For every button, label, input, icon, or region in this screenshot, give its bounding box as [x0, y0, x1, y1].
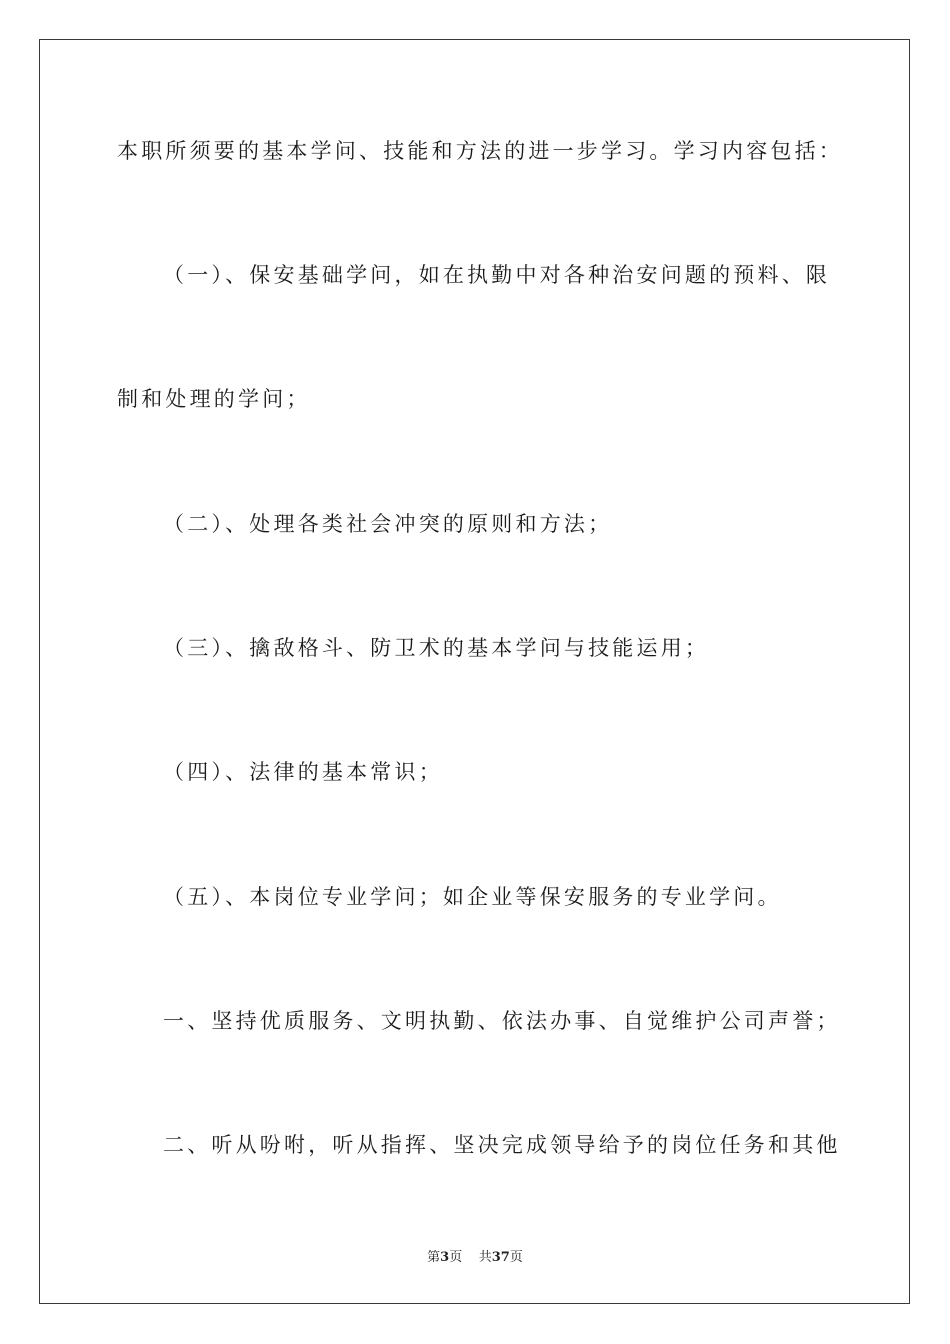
footer-page-prefix: 第 [427, 1250, 441, 1265]
footer-total-pages: 37 [491, 1250, 510, 1265]
body-line-8: 一、坚持优质服务、文明执勤、依法办事、自觉维护公司声誉； [163, 1009, 841, 1033]
footer-page-number: 3 [440, 1250, 450, 1265]
body-line-2: （一）、保安基础学问，如在执勤中对各种治安问题的预料、限 [163, 263, 831, 287]
body-line-7: （五）、本岗位专业学问；如企业等保安服务的专业学问。 [163, 885, 782, 909]
footer-total-prefix: 共 [478, 1250, 492, 1265]
footer-page-suffix: 页 [449, 1250, 463, 1265]
page-frame [39, 39, 910, 1304]
body-line-9: 二、听从吩咐，听从指挥、坚决完成领导给予的岗位任务和其他 [163, 1133, 841, 1157]
body-line-3: 制和处理的学问； [117, 387, 311, 411]
body-line-5: （三）、擒敌格斗、防卫术的基本学问与技能运用； [163, 636, 710, 660]
footer-total-suffix: 页 [509, 1250, 523, 1265]
body-line-6: （四）、法律的基本常识； [163, 760, 443, 784]
body-line-4: （二）、处理各类社会冲突的原则和方法； [163, 512, 613, 536]
body-line-1: 本职所须要的基本学问、技能和方法的进一步学习。学习内容包括： [117, 139, 843, 163]
page-footer [0, 1246, 950, 1265]
